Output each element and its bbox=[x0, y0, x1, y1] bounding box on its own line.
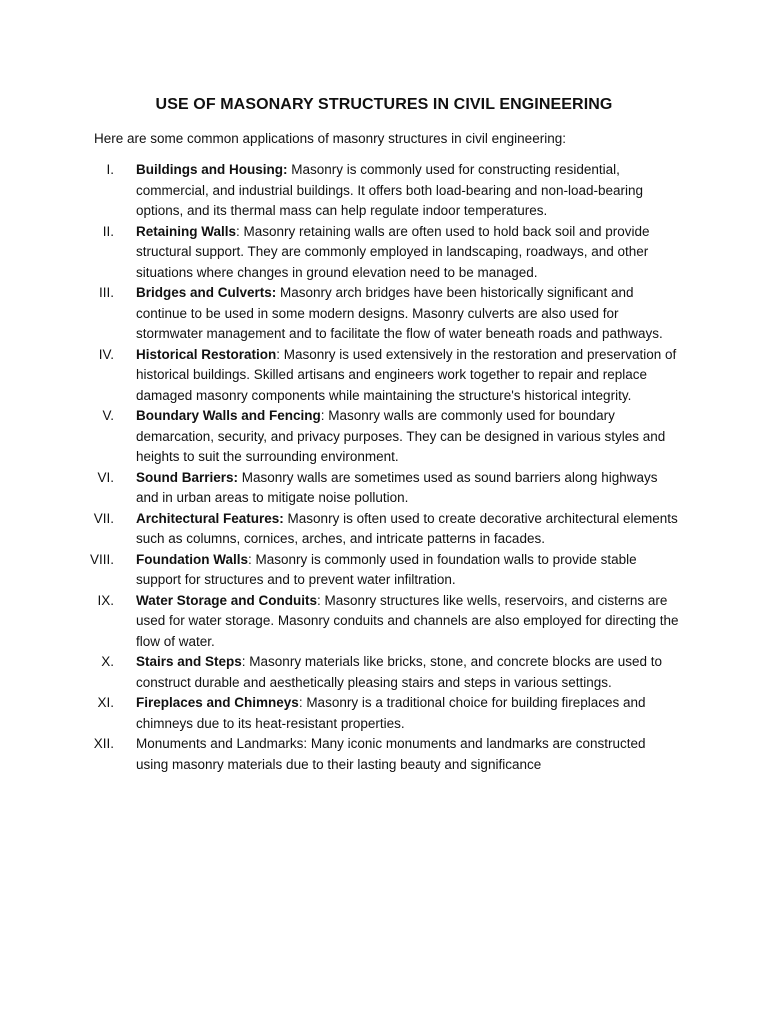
list-numeral: XII. bbox=[93, 736, 114, 751]
item-term: Architectural Features: bbox=[136, 510, 284, 526]
item-text: : Masonry is used extensively in the restoration and preservation of historical buildings. Skilled artisans and engineers work together to repair and replace damaged masonry components while maintaining the structure's historical integrity. bbox=[136, 346, 677, 403]
applications-list bbox=[0, 160, 768, 775]
list-item bbox=[0, 160, 680, 222]
intro-paragraph: Here are some common applications of masonry structures in civil engineering: bbox=[94, 131, 566, 146]
item-term: Bridges and Culverts: bbox=[136, 285, 277, 300]
list-numeral: VIII. bbox=[89, 551, 114, 567]
item-text: : Masonry materials like bricks, stone, and concrete blocks are used to construct durable and aesthetically pleasing stairs and steps in various settings. bbox=[136, 654, 662, 690]
list-numeral: III. bbox=[98, 285, 114, 300]
list-numeral: VI. bbox=[97, 469, 114, 485]
item-term: Water Storage and Conduits bbox=[136, 592, 318, 608]
item-text: Masonry is often used to create decorative architectural elements such as columns, cornices, arches, and intricate patterns in facades. bbox=[136, 510, 678, 546]
list-numeral: I. bbox=[106, 162, 114, 177]
item-text: : Masonry is commonly used in foundation walls to provide stable support for structures and to prevent water infiltration. bbox=[136, 551, 637, 587]
document-title: USE OF MASONARY STRUCTURES IN CIVIL ENGINEERING bbox=[155, 96, 613, 113]
list-item bbox=[0, 283, 680, 345]
list-numeral: V. bbox=[102, 408, 114, 423]
list-numeral: VII. bbox=[93, 510, 114, 526]
list-item bbox=[0, 509, 680, 550]
item-term: Foundation Walls bbox=[136, 551, 248, 567]
list-item bbox=[0, 468, 680, 509]
item-text: : Masonry structures like wells, reservoirs, and cisterns are used for water storage. Masonry conduits and channels are also employed for directing the flow of water. bbox=[136, 592, 679, 649]
list-item bbox=[0, 693, 680, 734]
list-item bbox=[0, 734, 680, 775]
item-term: Historical Restoration bbox=[136, 346, 277, 362]
list-numeral: IX. bbox=[97, 592, 114, 608]
item-text: Masonry arch bridges have been historically significant and continue to be used in some modern designs. Masonry culverts are also used for stormwater management and to facilitate the flow of water beneath roads and pathways. bbox=[136, 285, 663, 341]
item-text: : Masonry retaining walls are often used to hold back soil and provide structural support. They are commonly employed in landscaping, roadways, and other situations where changes in ground elevation need to be managed. bbox=[136, 223, 650, 280]
item-term: Retaining Walls bbox=[136, 223, 237, 239]
list-item bbox=[0, 591, 680, 653]
list-item bbox=[0, 222, 680, 284]
item-text: Masonry walls are sometimes used as sound barriers along highways and in urban areas to mitigate noise pollution. bbox=[136, 469, 658, 505]
list-item bbox=[0, 550, 680, 591]
list-numeral: XI. bbox=[97, 695, 114, 710]
item-term: Sound Barriers: bbox=[136, 469, 239, 485]
list-numeral: X. bbox=[101, 654, 114, 669]
item-text: : Masonry is a traditional choice for building fireplaces and chimneys due to its heat-resistant properties. bbox=[136, 695, 646, 731]
list-numeral: II. bbox=[102, 223, 114, 239]
list-numeral: IV. bbox=[98, 346, 114, 362]
item-term: Fireplaces and Chimneys bbox=[136, 695, 299, 710]
list-item bbox=[0, 652, 680, 693]
item-term: Boundary Walls and Fencing bbox=[136, 408, 321, 423]
list-item bbox=[0, 345, 680, 407]
item-term: Stairs and Steps bbox=[136, 654, 242, 669]
item-text: Monuments and Landmarks: Many iconic monuments and landmarks are constructed using masonry materials due to their lasting beauty and significance bbox=[136, 736, 646, 772]
list-item bbox=[0, 406, 680, 468]
item-term: Buildings and Housing: bbox=[136, 162, 288, 177]
item-text: Masonry is commonly used for constructing residential, commercial, and industrial buildings. It offers both load-bearing and non-load-bearing options, and its thermal mass can help regulate indoor temperatures. bbox=[136, 162, 644, 218]
item-text: : Masonry walls are commonly used for boundary demarcation, security, and privacy purposes. They can be designed in various styles and heights to suit the surrounding environment. bbox=[136, 408, 666, 464]
